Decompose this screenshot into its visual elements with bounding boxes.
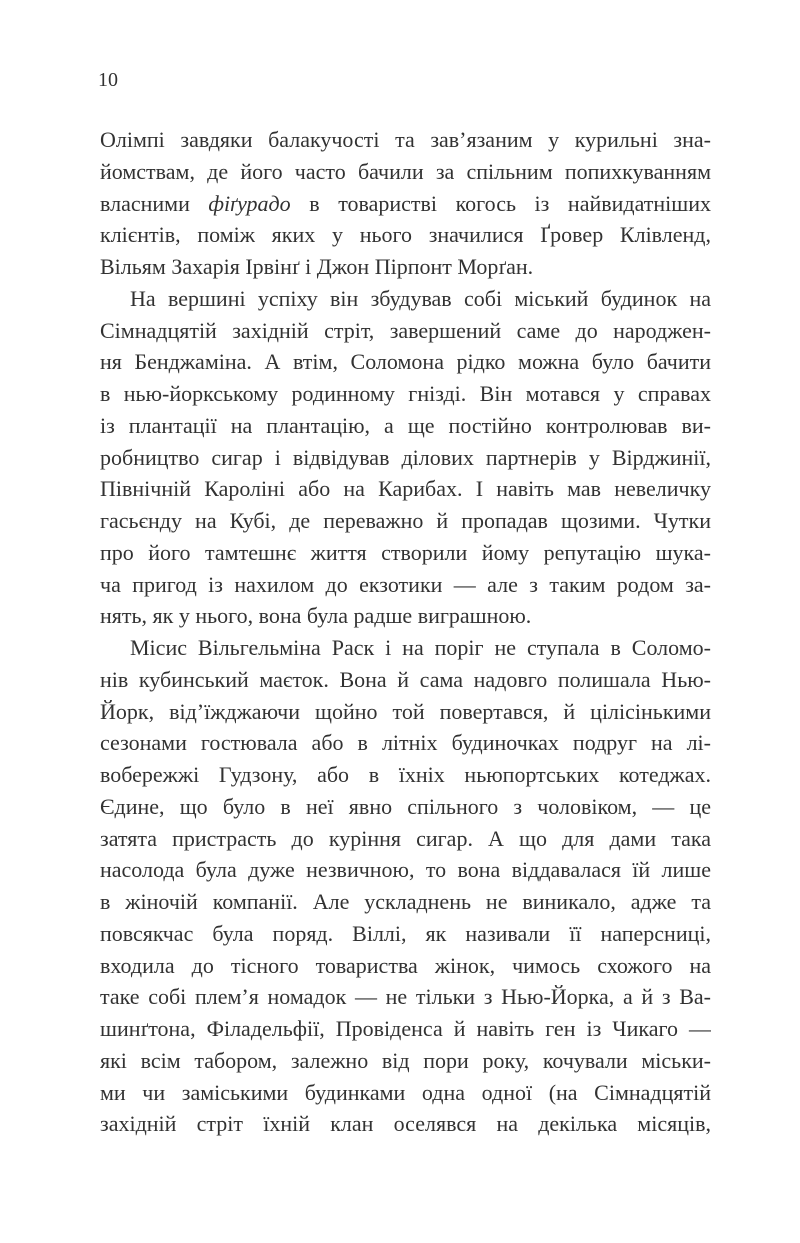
- text-line: входила до тісного товариства жінок, чимось схожого на: [100, 952, 711, 978]
- text-line: сезонами гостювала або в літніх будиночках подруг на лі-: [100, 730, 711, 756]
- text-line: нять, як у нього, вона була радше виграшною.: [100, 603, 532, 629]
- text-line: таке собі плем’я номадок — не тільки з Нью-Йорка, а й з Ва-: [100, 984, 711, 1010]
- text-line: Місис Вільгельміна Раск і на поріг не ступала в Соломо-: [130, 635, 711, 660]
- italic-term: фіґурадо: [208, 190, 291, 216]
- text-line: нів кубинський маєток. Вона й сама надовго полишала Нью-: [100, 666, 711, 692]
- text-line: Сімнадцятій західній стріт, завершений саме до народжен-: [100, 317, 711, 343]
- text-line: в нью-йоркському родинному гнізді. Він мотався у справах: [100, 381, 711, 406]
- text-line: робництво сигар і відвідував ділових партнерів у Вірджинії,: [100, 444, 711, 470]
- text-line: в жіночій компанії. Але ускладнень не виникало, адже та: [100, 889, 711, 914]
- text-line: йомствам, де його часто бачили за спільним попихкуванням: [100, 158, 711, 184]
- text-line: ми чи заміськими будинками одна одної (на Сімнадцятій: [100, 1079, 711, 1105]
- text-line: шинґтона, Філадельфії, Провіденса й навіть ген із Чикаго —: [100, 1016, 711, 1041]
- text-line: Вільям Захарія Ірвінґ і Джон Пірпонт Морґан.: [100, 254, 534, 279]
- text-line: із плантації на плантацію, а ще постійно контролював ви-: [100, 412, 711, 438]
- body-text: [100, 124, 711, 1140]
- page-number: 10: [98, 69, 118, 91]
- text-line: затята пристрасть до куріння сигар. А що для дами така: [100, 825, 711, 851]
- text-line: На вершині успіху він збудував собі міський будинок на: [130, 285, 711, 311]
- text-line: західній стріт їхній клан оселявся на декілька місяців,: [100, 1111, 711, 1137]
- text-line: Північній Кароліні або на Карибах. І навіть мав невеличку: [100, 476, 711, 502]
- text-line: про його тамтешнє життя створили йому репутацію шука-: [100, 539, 711, 565]
- text-line: повсякчас була поряд. Віллі, як називали її наперсниці,: [100, 920, 711, 946]
- text-line: які всім табором, залежно від пори року, кочували міськи-: [100, 1047, 711, 1073]
- text-line: ча пригод із нахилом до екзотики — але з таким родом за-: [100, 571, 711, 597]
- text-line: власними фіґурадо в товаристві когось із найвидатніших: [100, 190, 711, 216]
- text-line: клієнтів, поміж яких у нього значилися Ґровер Клівленд,: [100, 222, 711, 248]
- text-line: вобережжі Гудзону, або в їхніх ньюпортських котеджах.: [100, 762, 711, 787]
- text-line: Єдине, що було в неї явно спільного з чоловіком, — це: [100, 793, 711, 819]
- text-line: Олімпі завдяки балакучості та зав’язаним у курильні зна-: [100, 127, 711, 152]
- text-line: гасьєнду на Кубі, де переважно й пропадав щозими. Чутки: [100, 508, 711, 533]
- text-line: Йорк, від’їжджаючи щойно той повертався, й цілісінькими: [100, 698, 711, 724]
- text-line: насолода була дуже незвичною, то вона віддавалася їй лише: [100, 857, 711, 883]
- text-line: ня Бенджаміна. А втім, Соломона рідко можна було бачити: [100, 349, 711, 375]
